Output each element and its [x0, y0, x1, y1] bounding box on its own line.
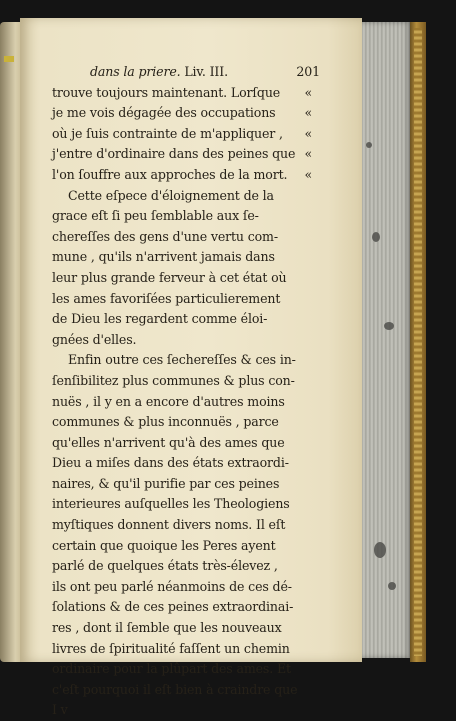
line-text: leur plus grande ferveur à cet état où — [52, 269, 287, 285]
running-header — [52, 62, 320, 83]
text-line — [52, 268, 312, 289]
text-line — [52, 515, 312, 536]
text-line — [52, 103, 312, 124]
line-text: je me vois dégagée des occupations — [52, 105, 276, 121]
line-text: ſenſibilitez plus communes & plus con- — [52, 372, 295, 388]
book-number: Liv. III. — [184, 64, 228, 79]
text-line — [52, 597, 312, 618]
text-line — [52, 639, 312, 660]
running-title-text: dans la priere. — [90, 64, 181, 79]
text-line — [52, 659, 312, 680]
quotation-mark: « — [304, 84, 312, 100]
text-line — [52, 412, 312, 433]
text-line — [52, 453, 312, 474]
text-line — [52, 680, 312, 701]
line-text: mune , qu'ils n'arrivent jamais dans — [52, 249, 275, 265]
line-text: ils ont peu parlé néanmoins de ces dé- — [52, 578, 292, 594]
quotation-mark: « — [304, 146, 312, 162]
line-text: où je ſuis contrainte de m'appliquer , — [52, 125, 283, 141]
line-text: nuës , il y en a encore d'autres moins — [52, 393, 285, 409]
text-line — [52, 350, 312, 371]
line-text: Cette eſpece d'éloignement de la — [68, 187, 274, 203]
text-line — [52, 165, 312, 186]
text-line — [52, 309, 312, 330]
line-text: c'eſt pourquoi il eſt bien à craindre que — [52, 681, 298, 697]
text-line — [52, 556, 312, 577]
line-text: ordinaire pour la plûpart des ames. Et — [52, 661, 291, 677]
line-text: certain que quoique les Peres ayent — [52, 537, 276, 553]
line-text: communes & plus inconnuës , parce — [52, 414, 279, 430]
text-line — [52, 144, 312, 165]
line-text: interieures auſquelles les Theologiens — [52, 496, 290, 512]
page-marker-tab — [4, 56, 14, 62]
line-text: parlé de quelques états très-élevez , — [52, 558, 278, 574]
line-text: trouve toujours maintenant. Lorſque — [52, 84, 281, 100]
running-title — [90, 62, 228, 83]
page-number: 201 — [296, 64, 320, 79]
catchword: I v — [52, 702, 68, 718]
line-text: ſolations & de ces peines extraordinai- — [52, 599, 294, 615]
text-line — [52, 618, 312, 639]
facing-page-edge — [0, 22, 22, 662]
page-text — [52, 62, 320, 721]
text-line — [52, 330, 312, 351]
quotation-mark: « — [304, 105, 312, 121]
page-fore-edge — [354, 22, 412, 658]
text-line — [52, 536, 312, 557]
line-text: les ames favoriſées particulierement — [52, 290, 281, 306]
line-text: de Dieu les regardent comme éloi- — [52, 311, 268, 327]
body-text — [52, 83, 312, 701]
text-line — [52, 247, 312, 268]
text-line — [52, 206, 312, 227]
quotation-mark: « — [304, 125, 312, 141]
line-text: naires, & qu'il purifie par ces peines — [52, 475, 280, 491]
text-line — [52, 474, 312, 495]
line-text: Enfin outre ces ſechereſſes & ces in- — [68, 352, 296, 368]
quotation-mark: « — [304, 166, 312, 182]
line-text: Dieu a miſes dans des états extraordi- — [52, 455, 289, 471]
line-text: livres de ſpiritualité faſſent un chemin — [52, 640, 290, 656]
text-line — [52, 392, 312, 413]
text-line — [52, 227, 312, 248]
line-text: chereſſes des gens d'une vertu com- — [52, 228, 278, 244]
gilt-spine-decoration — [414, 28, 422, 656]
line-text: myſtiques donnent divers noms. Il eſt — [52, 517, 286, 533]
text-line — [52, 577, 312, 598]
line-text: l'on ſouffre aux approches de la mort. — [52, 166, 288, 182]
line-text: res , dont il ſemble que les nouveaux — [52, 620, 282, 636]
line-text: j'entre d'ordinaire dans des peines que — [52, 146, 296, 162]
line-text: qu'elles n'arrivent qu'à des ames que — [52, 434, 285, 450]
text-line — [52, 433, 312, 454]
line-text: gnées d'elles. — [52, 331, 137, 347]
text-line — [52, 83, 312, 104]
text-line — [52, 289, 312, 310]
text-line — [52, 371, 312, 392]
text-line — [52, 124, 312, 145]
text-line — [52, 494, 312, 515]
line-text: grace eſt ſi peu ſemblable aux ſe- — [52, 208, 259, 224]
text-line — [52, 186, 312, 207]
